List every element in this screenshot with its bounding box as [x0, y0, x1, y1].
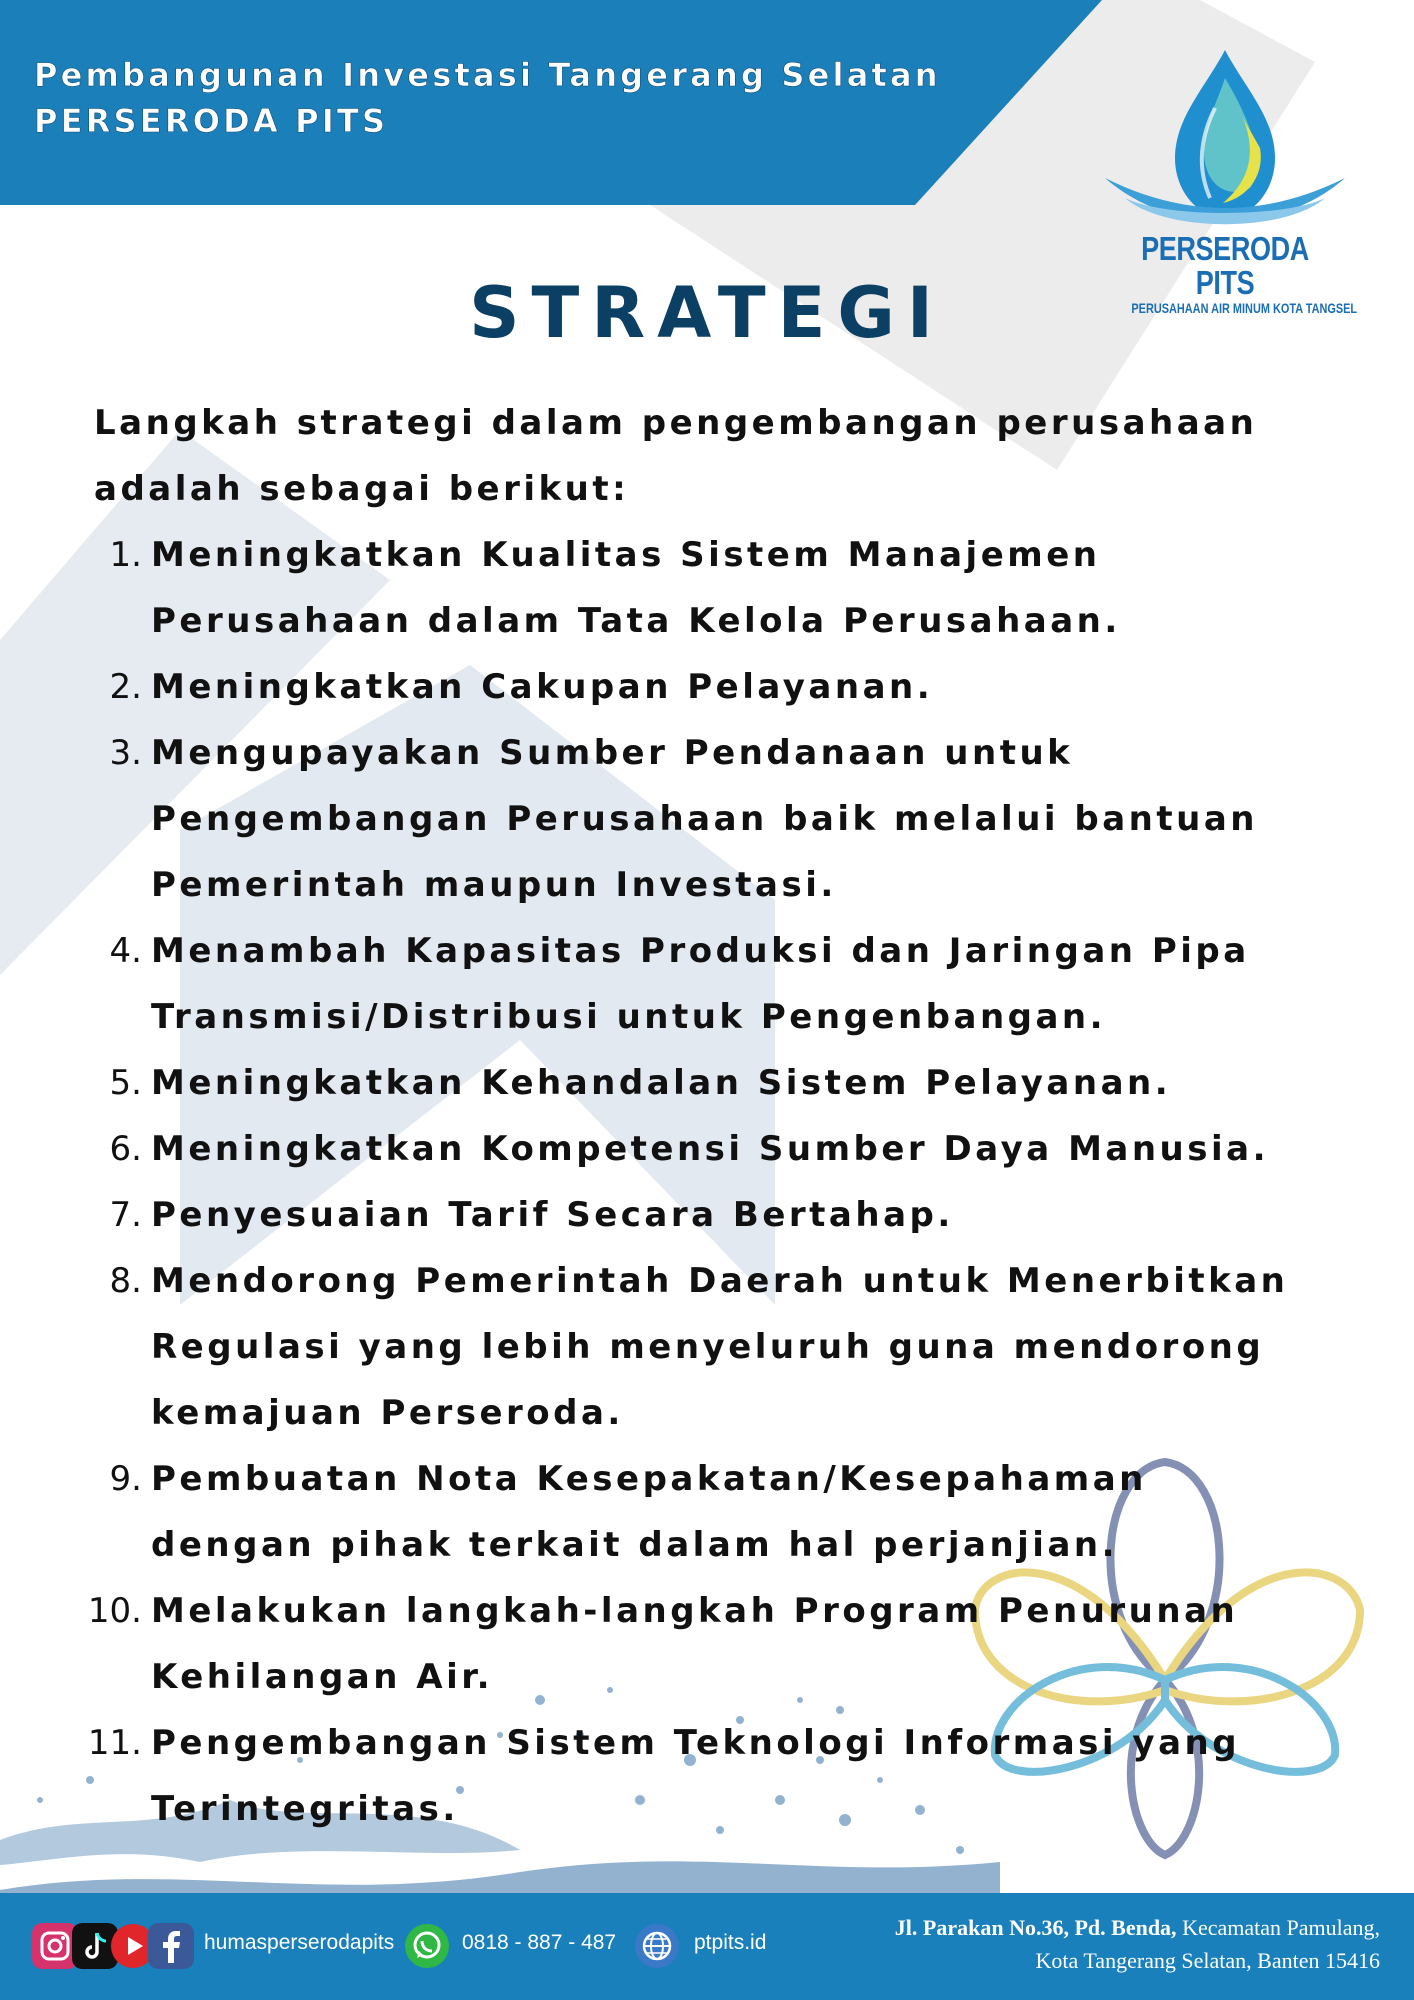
- item-number: 1.: [109, 535, 142, 575]
- item-text: Meningkatkan Kehandalan Sistem Pelayanan.: [151, 1063, 1172, 1103]
- item-number: 8.: [109, 1261, 142, 1301]
- item-text: Melakukan langkah-langkah Program Penurunan Kehilangan Air.: [151, 1591, 1239, 1697]
- address-line-2: Kota Tangerang Selatan, Banten 15416: [1035, 1948, 1380, 1973]
- list-item: [87, 1578, 1324, 1710]
- item-text: Pengembangan Sistem Teknologi Informasi yang Terintegritas.: [151, 1723, 1241, 1829]
- item-number: 10.: [87, 1591, 142, 1631]
- logo-tagline: PERUSAHAAN AIR MINUM KOTA TANGSEL: [1131, 300, 1358, 316]
- strategy-content: [87, 390, 1324, 1842]
- item-number: 6.: [109, 1129, 142, 1169]
- whatsapp-icon[interactable]: [404, 1923, 450, 1969]
- footer-bar: [0, 1893, 1414, 2000]
- header-line-2: PERSERODA PITS: [34, 102, 389, 140]
- list-item: [94, 522, 1324, 654]
- item-number: 5.: [109, 1063, 142, 1103]
- item-text: Pembuatan Nota Kesepakatan/Kesepahaman dengan pihak terkait dalam hal perjanjian.: [151, 1459, 1147, 1565]
- item-number: 4.: [109, 931, 142, 971]
- address-line-1: [895, 1911, 1380, 1944]
- item-text: Mendorong Pemerintah Daerah untuk Menerbitkan Regulasi yang lebih menyeluruh guna mendorong kemajuan Perseroda.: [151, 1261, 1289, 1433]
- phone-number[interactable]: 0818 - 887 - 487: [462, 1931, 617, 1954]
- intro-paragraph: Langkah strategi dalam pengembangan perusahaan adalah sebagai berikut:: [94, 403, 1258, 509]
- list-item: [94, 1050, 1324, 1116]
- list-item: [94, 720, 1324, 918]
- item-text: Penyesuaian Tarif Secara Bertahap.: [151, 1195, 954, 1235]
- list-item: [94, 654, 1324, 720]
- item-text: Meningkatkan Cakupan Pelayanan.: [151, 667, 934, 707]
- logo-name: PERSERODA PITS: [1141, 230, 1309, 301]
- strategy-list: [87, 522, 1324, 1842]
- item-number: 7.: [109, 1195, 142, 1235]
- address: [895, 1911, 1380, 1977]
- website-link[interactable]: ptpits.id: [694, 1931, 767, 1954]
- list-item: [94, 1446, 1324, 1578]
- item-text: Meningkatkan Kompetensi Sumber Daya Manusia.: [151, 1129, 1270, 1169]
- item-text: Meningkatkan Kualitas Sistem Manajemen Perusahaan dalam Tata Kelola Perusahaan.: [151, 535, 1121, 641]
- item-number: 9.: [109, 1459, 142, 1499]
- item-text: Menambah Kapasitas Produksi dan Jaringan Pipa Transmisi/Distribusi untuk Pengenbangan.: [151, 931, 1250, 1037]
- social-handle[interactable]: humasperserodapits: [204, 1931, 395, 1954]
- facebook-icon[interactable]: [148, 1923, 194, 1969]
- globe-icon[interactable]: [634, 1923, 680, 1969]
- list-item: [94, 918, 1324, 1050]
- list-item: [94, 1116, 1324, 1182]
- list-item: [94, 1182, 1324, 1248]
- header-title: [34, 52, 941, 144]
- address-district: Kecamatan Pamulang,: [1176, 1915, 1380, 1940]
- item-number: 2.: [109, 667, 142, 707]
- page-title: STRATEGI: [469, 272, 945, 354]
- header-line-1: Pembangunan Investasi Tangerang Selatan: [34, 56, 941, 94]
- list-item: [87, 1710, 1324, 1842]
- address-street: Jl. Parakan No.36, Pd. Benda,: [894, 1915, 1177, 1940]
- item-number: 3.: [109, 733, 142, 773]
- list-item: [94, 1248, 1324, 1446]
- item-text: Mengupayakan Sumber Pendanaan untuk Pengembangan Perusahaan baik melalui bantuan Pemerintah maupun Investasi.: [151, 733, 1258, 905]
- item-number: 11.: [87, 1723, 142, 1763]
